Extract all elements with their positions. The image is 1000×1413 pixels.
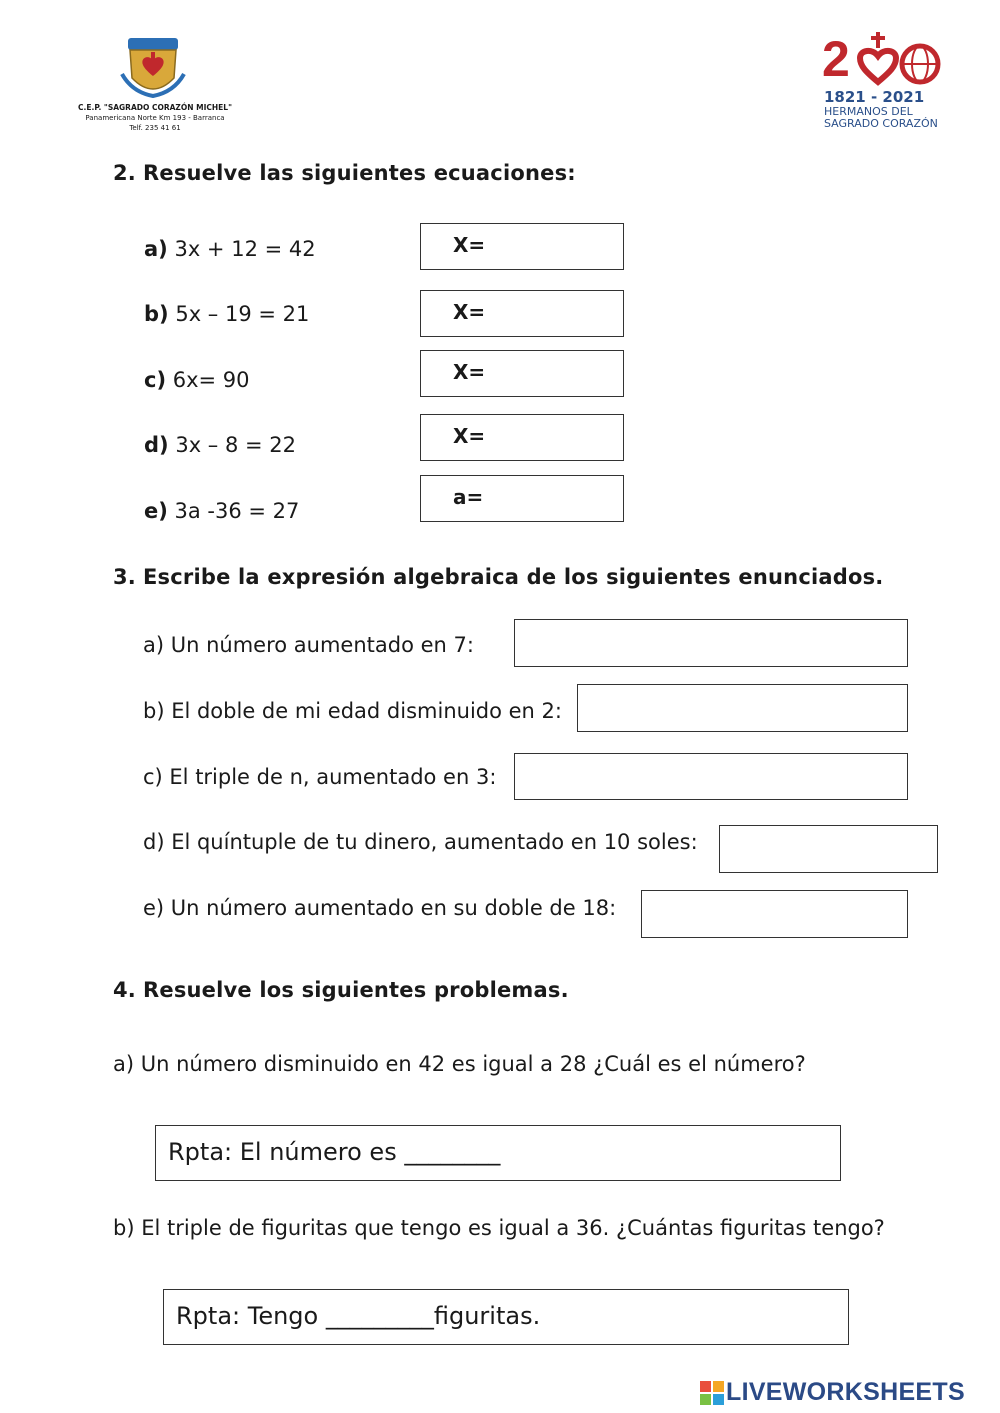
equation-d <box>144 433 296 457</box>
answer-box-e[interactable] <box>420 475 624 522</box>
crest-icon <box>118 34 188 104</box>
answer-label: X= <box>453 300 486 324</box>
equation-letter: d) <box>144 433 169 457</box>
equation-b <box>144 302 309 326</box>
equation-letter: a) <box>144 237 168 261</box>
section-4-number: 4. <box>113 978 136 1002</box>
equation-a <box>144 237 316 261</box>
expression-box-a[interactable] <box>514 619 908 667</box>
answer-label: X= <box>453 424 486 448</box>
answer-label: X= <box>453 233 486 257</box>
problem-b-question: b) El triple de figuritas que tengo es igual a 36. ¿Cuántas figuritas tengo? <box>113 1216 885 1240</box>
anniversary-line1: HERMANOS DEL <box>824 105 913 118</box>
answer-box-b[interactable] <box>420 290 624 337</box>
liveworksheets-brand: LIVEWORKSHEETS <box>726 1378 965 1406</box>
anniversary-line2: SAGRADO CORAZÓN <box>824 117 938 130</box>
equation-text: 3x + 12 = 42 <box>174 237 316 261</box>
answer-box-d[interactable] <box>420 414 624 461</box>
answer-label: a= <box>453 485 484 509</box>
statement-e: e) Un número aumentado en su doble de 18: <box>143 896 617 920</box>
statement-d: d) El quíntuple de tu dinero, aumentado en 10 soles: <box>143 830 698 854</box>
answer-box-a[interactable] <box>420 223 624 270</box>
expression-box-d[interactable] <box>719 825 938 873</box>
expression-box-e[interactable] <box>641 890 908 938</box>
section-2-heading <box>113 161 576 185</box>
problem-a-question: a) Un número disminuido en 42 es igual a 28 ¿Cuál es el número? <box>113 1052 806 1076</box>
school-phone: Telf. 235 41 61 <box>129 124 181 132</box>
section-4-title: Resuelve los siguientes problemas. <box>143 978 569 1002</box>
problem-a-answer: Rpta: El número es ________ <box>168 1138 501 1166</box>
statement-a: a) Un número aumentado en 7: <box>143 633 474 657</box>
section-3-heading <box>113 565 883 589</box>
answer-label: X= <box>453 360 486 384</box>
anniversary-digit: 2 <box>822 31 850 87</box>
equation-c <box>144 368 250 392</box>
equation-letter: b) <box>144 302 169 326</box>
school-name: C.E.P. "SAGRADO CORAZÓN MICHEL" <box>78 103 232 112</box>
equation-text: 3a -36 = 27 <box>174 499 300 523</box>
problem-b-answer: Rpta: Tengo _________figuritas. <box>176 1302 541 1330</box>
expression-box-b[interactable] <box>577 684 908 732</box>
equation-e <box>144 499 299 523</box>
anniversary-logo <box>822 30 947 130</box>
anniversary-years: 1821 - 2021 <box>824 88 925 106</box>
school-address: Panamericana Norte Km 193 - Barranca <box>85 114 225 122</box>
expression-box-c[interactable] <box>514 753 908 800</box>
school-logo <box>118 34 188 104</box>
heart-globe-icon <box>856 30 946 86</box>
problem-b-answer-box[interactable] <box>163 1289 849 1345</box>
equation-letter: c) <box>144 368 167 392</box>
section-2-title: Resuelve las siguientes ecuaciones: <box>143 161 576 185</box>
section-3-number: 3. <box>113 565 136 589</box>
liveworksheets-icon <box>700 1381 724 1405</box>
section-2-number: 2. <box>113 161 136 185</box>
answer-box-c[interactable] <box>420 350 624 397</box>
statement-b: b) El doble de mi edad disminuido en 2: <box>143 699 562 723</box>
equation-letter: e) <box>144 499 168 523</box>
equation-text: 5x – 19 = 21 <box>175 302 310 326</box>
problem-a-answer-box[interactable] <box>155 1125 841 1181</box>
equation-text: 6x= 90 <box>172 368 250 392</box>
section-4-heading <box>113 978 569 1002</box>
equation-text: 3x – 8 = 22 <box>175 433 296 457</box>
section-3-title: Escribe la expresión algebraica de los siguientes enunciados. <box>143 565 884 589</box>
statement-c: c) El triple de n, aumentado en 3: <box>143 765 497 789</box>
